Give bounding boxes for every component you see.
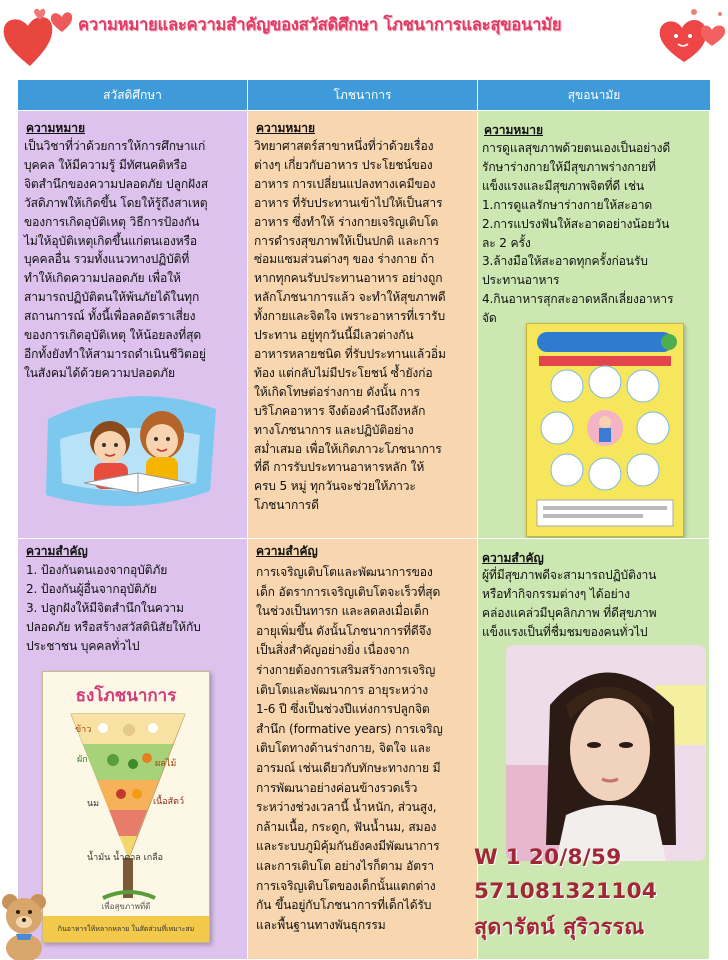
watermark-student-id: 571081321104 <box>474 879 658 904</box>
text-line: 4.กินอาหารสุกสะอาดหลีกเลี่ยงอาหาร <box>482 292 674 307</box>
text-line: ของการเกิดอุบัติเหตุ ให้น้อยลงที่สุด <box>24 328 202 343</box>
hygiene-poster <box>526 323 684 537</box>
text-line: ทางโภชนาการ และปฏิบัติอย่าง <box>254 422 414 437</box>
text-line: ให้เกิดโทษต่อร่างกาย ดังนั้น การ <box>254 384 420 399</box>
text-line: สำนึก (formative years) การเจริญ <box>256 721 443 736</box>
text-line: โภชนาการดี <box>254 498 319 513</box>
poster-label-rice: ข้าว <box>75 725 92 735</box>
hygiene-meaning-cell <box>478 111 710 539</box>
watermark-week-date: W 1 20/8/59 <box>474 845 622 870</box>
text-line: ประทาน อยู่ทุกวันนี้มีเลวต่างกัน <box>254 328 414 343</box>
text-line: รักษาร่างกายให้มีสุขภาพร่างกายที่ <box>482 159 656 174</box>
text-line: จัด <box>482 311 497 326</box>
safety-importance-heading: ความสำคัญ <box>26 544 88 558</box>
text-line: แข็งแรงเป็นที่ชื่มชมของคนทั่วไป <box>482 624 648 639</box>
text-line: 1.การดูแลรักษาร่างกายให้สะอาด <box>482 197 653 212</box>
text-line: ประชาชน บุคคลทั่วไป <box>26 638 140 653</box>
poster-label-oil: น้ำมัน น้ำตาล เกลือ <box>87 853 164 863</box>
heart-icon <box>0 0 90 72</box>
nutrition-importance-text <box>256 563 443 935</box>
nutrition-importance-heading: ความสำคัญ <box>256 544 318 558</box>
text-line: ในช่วงเป็นทารก และลดลงเมื่อเด็ก <box>256 604 429 619</box>
text-line: ทั้งกายและจิตใจ เพราะอาหารที่เรารับ <box>254 309 445 324</box>
text-line: 1. ป้องกันตนเองจากอุบัติภัย <box>26 563 168 577</box>
text-line: การดูแลสุขภาพด้วยตนเองเป็นอย่างดี <box>482 141 671 155</box>
text-line: ละ 2 ครั้ง <box>482 235 531 250</box>
text-line: เป็นวิชาที่ว่าด้วยการให้การศึกษาแก่ <box>24 139 206 153</box>
text-line: วัสดิภาพให้เกิดขึ้น โดยให้รู้ถึงสาเหตุ <box>24 195 208 210</box>
hearts-left-decoration <box>0 0 90 72</box>
text-line: อาหาร ซึ่งทำให้ ร่างกายเจริญเติบโต <box>254 214 439 229</box>
text-line: 3.ล้างมือให้สะอาดทุกครั้งก่อนรับ <box>482 254 648 269</box>
text-line: 3. ปลูกฝังให้มีจิตสำนึกในความ <box>26 600 184 615</box>
text-line: บุคคลอื่น รวมทั้งแนวทางปฏิบัติที่ <box>24 252 190 267</box>
header-hygiene: สุขอนามัย <box>478 80 711 110</box>
text-line: ไม่ให้อุบัติเหตุเกิดขึ้นแก่ตนเองหรือ <box>24 233 198 248</box>
text-line: การเจริญเติบโตของเด็กนั้นแตกต่าง <box>256 878 436 893</box>
text-line: สม่ำเสมอ เพื่อให้เกิดภาวะโภชนาการ <box>254 441 442 456</box>
text-line: สถานการณ์ ทั้งนี้เพื่อลดอัตราเสี่ยง <box>24 309 196 324</box>
text-line: สามารถปฏิบัติตนให้พ้นภัยได้ในทุก <box>24 290 200 305</box>
text-line: การพัฒนาอย่างค่อนข้างรวดเร็ว <box>256 780 418 795</box>
header-nutrition: โภชนาการ <box>248 80 478 110</box>
text-line: อาหารหลายชนิด ที่รับประทานแล้วอิ่ม <box>254 346 446 361</box>
text-line: ทำให้เกิดความปลอดภัย เพื่อให้ <box>24 271 181 286</box>
text-line: ผู้ที่มีสุขภาพดีจะสามารถปฏิบัติงาน <box>482 568 657 582</box>
poster-label-vegetable: ผัก <box>77 755 88 765</box>
nutrition-meaning-text <box>254 137 446 515</box>
text-line: กล้ามเนื้อ, กระดูก, ฟันน้ำนม, สมอง <box>256 819 437 834</box>
text-line: อายุเพิ่มขึ้น ดังนั้นโภชนาการที่ดีจึง <box>256 623 432 638</box>
watermark-student-name: สุดารัตน์ สุริวรรณ <box>474 915 645 940</box>
text-line: ในสังคมได้ด้วยความปลอดภัย <box>24 365 175 380</box>
text-line: การดำรงสุขภาพให้เป็นปกติ และการ <box>254 233 440 248</box>
nutrition-meaning-heading: ความหมาย <box>256 121 316 135</box>
safety-importance-cell <box>18 539 248 960</box>
text-line: แข็งแรงและมีสุขภาพจิตที่ดี เช่น <box>482 178 644 193</box>
text-line: การเจริญเติบโตและพัฒนาการของ <box>256 565 433 579</box>
text-line: วิทยาศาสตร์สาขาหนึ่งที่ว่าด้วยเรื่อง <box>254 139 434 153</box>
text-line: ซ่อมแซมส่วนต่างๆ ของ ร่างกาย ถ้า <box>254 252 435 267</box>
text-line: หากทุกคนรับประทานอาหาร อย่างถูก <box>254 271 443 286</box>
text-line: อาหาร ที่รับประทานเข้าไปให้เป็นสาร <box>254 195 443 210</box>
page-title: ความหมายและความสำคัญของสวัสดิศึกษา โภชนาการและสุขอนามัย <box>78 15 562 34</box>
hygiene-meaning-text <box>482 139 673 328</box>
text-line: เป็นสิ่งสำคัญอย่างยิ่ง เนื่องจาก <box>256 643 410 658</box>
nutrition-importance-cell <box>248 539 478 960</box>
text-line: ร่างกายต้องการเสริมสร้างการเจริญ <box>256 662 436 677</box>
nutrition-meaning-cell <box>248 111 478 539</box>
text-line: บุคคล ให้มีความรู้ มีทัศนคติหรือ <box>24 157 188 172</box>
teddy-bear-icon <box>0 890 48 960</box>
poster-caption: กินอาหารให้หลากหลาย ในสัดส่วนที่เหมาะสม <box>43 916 209 942</box>
kids-reading-illustration <box>40 379 220 519</box>
poster-title: ธงโภชนาการ <box>75 686 177 706</box>
poster-label-milk: นม <box>87 799 100 809</box>
header-safety-education: สวัสดิศึกษา <box>18 80 248 110</box>
text-line: ครบ 5 หมู่ ทุกวันจะช่วยให้ภาวะ <box>254 479 416 494</box>
text-line: ท้อง แต่กลับไม่มีประโยชน์ ซ้ำยังก่อ <box>254 365 433 380</box>
text-line: หลักโภชนาการแล้ว จะทำให้สุขภาพดี <box>254 290 446 305</box>
text-line: 2.การแปรงฟันให้สะอาดอย่างน้อยวัน <box>482 216 670 231</box>
text-line: ระหว่างช่วงเวลานี้ น้ำหนัก, ส่วนสูง, <box>256 800 437 815</box>
safety-meaning-cell <box>18 111 248 539</box>
poster-footer: เพื่อสุขภาพที่ดี <box>101 902 151 911</box>
text-line: คล่องแคล่วมีบุคลิกภาพ ที่ดีสุขภาพ <box>482 605 657 620</box>
poster-label-meat: เนื้อสัตว์ <box>153 797 185 807</box>
text-line: เติบโตและพัฒนาการ อายุระหว่าง <box>256 682 428 697</box>
text-line: ประทานอาหาร <box>482 273 560 288</box>
text-line: อารมณ์ เช่นเดียวกับทักษะทางกาย มี <box>256 760 441 775</box>
safety-importance-text <box>26 561 201 656</box>
text-line: หรือทำกิจกรรมต่างๆ ได้อย่าง <box>482 586 630 601</box>
poster-label-fruit: ผลไม้ <box>155 759 177 769</box>
text-line: ปลอดภัย หรือสร้างสวัสดินิสัยให้กับ <box>26 619 201 634</box>
text-line: อาหาร การเปลี่ยนแปลงทางเคมีของ <box>254 176 436 191</box>
safety-meaning-heading: ความหมาย <box>26 121 86 135</box>
hygiene-importance-text <box>482 566 656 642</box>
hygiene-meaning-heading: ความหมาย <box>484 123 544 137</box>
text-line: ต่างๆ เกี่ยวกับอาหาร ประโยชน์ของ <box>254 157 433 172</box>
text-line: และพื้นฐานทางพันธุกรรม <box>256 917 386 932</box>
text-line: และการเติบโต อย่างไรก็ตาม อัตรา <box>256 858 434 873</box>
student-photo <box>506 645 706 861</box>
text-line: 2. ป้องกันผู้อื่นจากอุบัติภัย <box>26 581 157 596</box>
text-line: 1-6 ปี ซึ่งเป็นช่วงปีแห่งการปลูกจิต <box>256 702 430 717</box>
safety-meaning-text <box>24 137 208 383</box>
teddy-bear-decoration <box>0 890 48 960</box>
hygiene-importance-heading: ความสำคัญ <box>482 551 544 565</box>
text-line: บริโภคอาหาร จึงต้องคำนึงถึงหลัก <box>254 403 426 418</box>
text-line: เด็ก อัตราการเจริญเติบโตจะเร็วที่สุด <box>256 584 441 599</box>
text-line: จิตสำนึกของความปลอดภัย ปลูกฝังส <box>24 176 208 191</box>
nutrition-flag-poster <box>42 671 210 943</box>
text-line: อีกทั้งยังทำให้สามารถดำเนินชีวิตอยู่ <box>24 346 206 361</box>
text-line: ที่ดี การรับประทานอาหารหลัก ให้ <box>254 460 425 475</box>
text-line: เติบโตทางด้านร่างกาย, จิตใจ และ <box>256 741 432 756</box>
text-line: และระบบภูมิคุ้มกันยังคงมีพัฒนาการ <box>256 839 440 854</box>
text-line: ของการเกิดอุบัติเหตุ วิธีการป้องกัน <box>24 214 200 229</box>
text-line: กัน ขึ้นอยู่กับโภชนาการที่เด็กได้รับ <box>256 898 432 913</box>
